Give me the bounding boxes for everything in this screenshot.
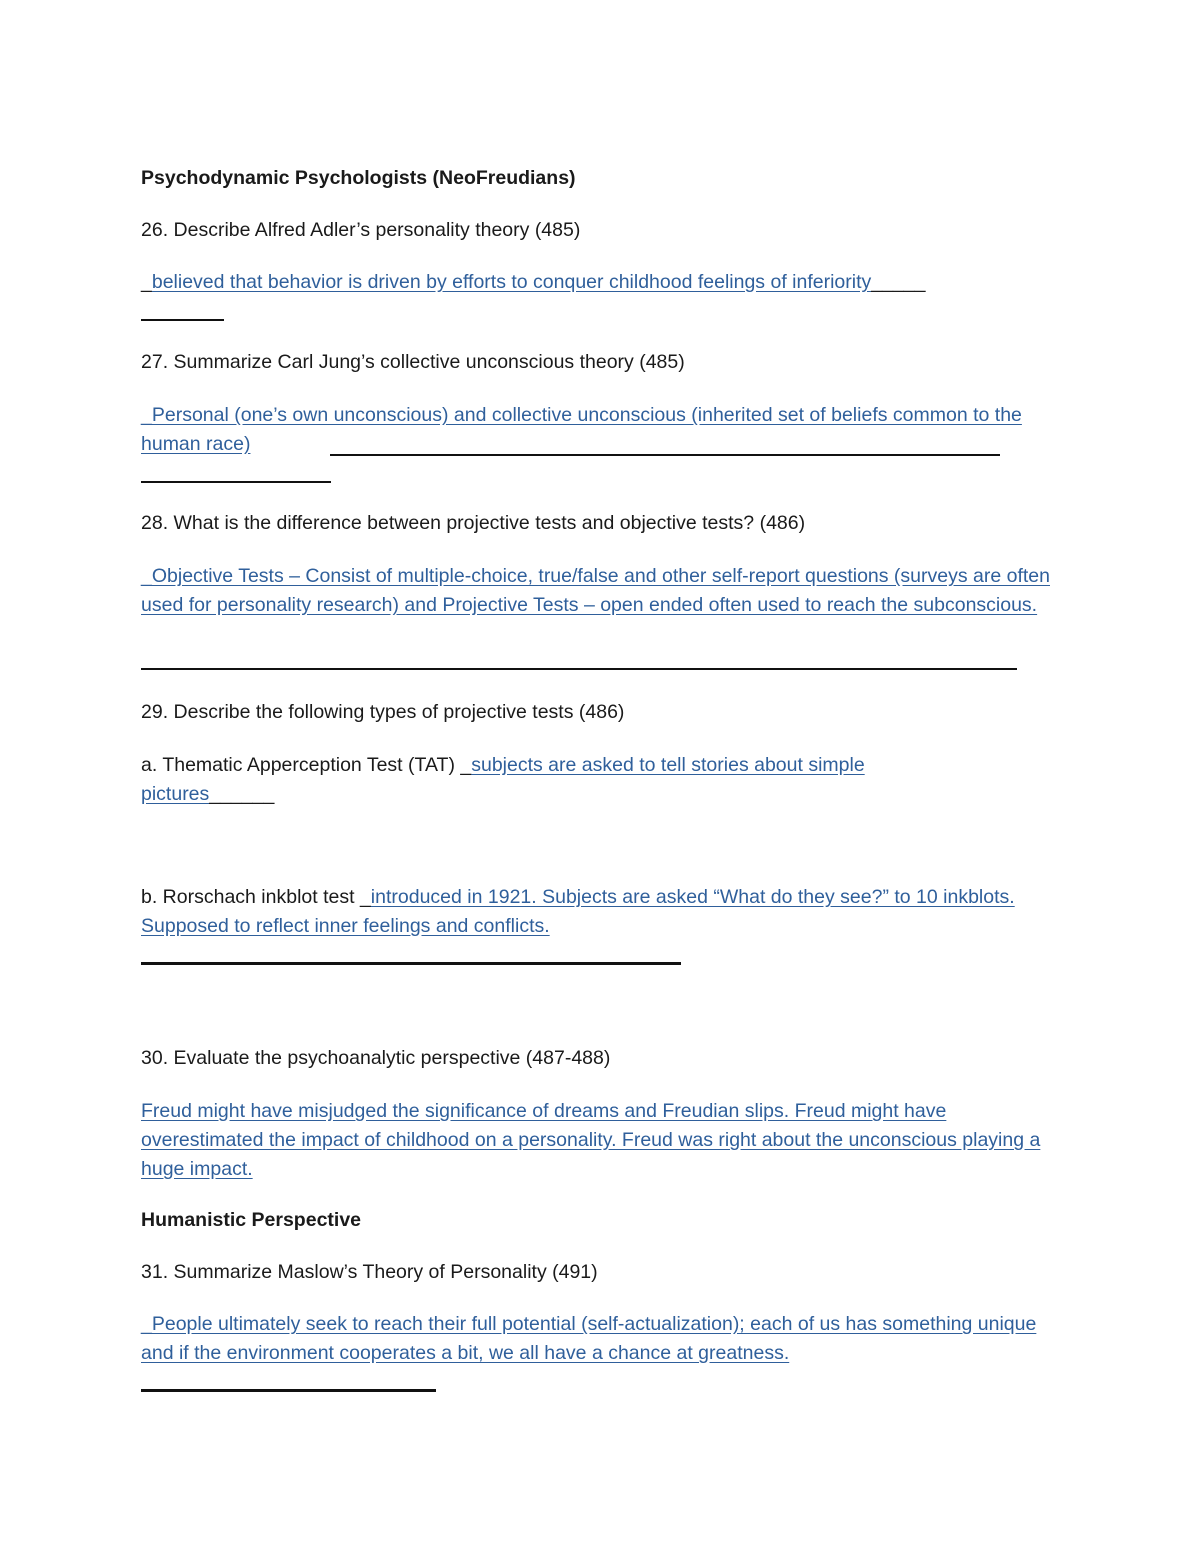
answer-26	[141, 268, 1061, 297]
answer-31	[141, 1310, 1041, 1368]
answer-26-blank-line	[141, 319, 224, 321]
answer-28	[141, 562, 1059, 620]
answer-30	[141, 1097, 1051, 1184]
question-29a-label: a. Thematic Apperception Test (TAT)	[141, 754, 461, 776]
answer-29b-blank-line	[141, 962, 681, 965]
question-27: 27. Summarize Carl Jung’s collective unconscious theory (485)	[141, 351, 685, 373]
question-30: 30. Evaluate the psychoanalytic perspective (487-488)	[141, 1047, 611, 1069]
answer-29a-text: subjects are asked to tell stories about simple pictures	[141, 754, 865, 805]
section-heading-humanistic: Humanistic Perspective	[141, 1209, 362, 1231]
question-29b	[141, 883, 1046, 941]
question-31: 31. Summarize Maslow’s Theory of Personality (491)	[141, 1261, 598, 1283]
answer-27-text: _Personal (one’s own unconscious) and collective unconscious (inherited set of beliefs common to the human race)	[141, 404, 1022, 455]
answer-27-tail-line	[330, 454, 1000, 456]
answer-31-blank-line	[141, 1389, 436, 1392]
answer-30-text: Freud might have misjudged the significance of dreams and Freudian slips. Freud might have overestimated the impact of childhood on a personality. Freud was right about the unconscious playing a huge impact.	[141, 1100, 1041, 1180]
answer-27	[141, 401, 1056, 459]
answer-26-lead: _	[141, 271, 152, 293]
question-29a	[141, 751, 961, 809]
answer-27-blank-line	[141, 481, 331, 483]
answer-26-text: believed that behavior is driven by efforts to conquer childhood feelings of inferiority	[151, 271, 872, 293]
question-26: 26. Describe Alfred Adler’s personality theory (485)	[141, 219, 581, 241]
section-heading-psychodynamic: Psychodynamic Psychologists (NeoFreudians)	[141, 167, 576, 189]
answer-28-blank-line	[141, 668, 1017, 670]
question-29b-label: b. Rorschach inkblot test	[141, 886, 360, 908]
answer-29a-lead: _	[460, 754, 472, 776]
answer-29a-tail: ______	[209, 783, 275, 805]
answer-28-text: _Objective Tests – Consist of multiple-choice, true/false and other self-report questions (surveys are often used for personality research) and Projective Tests – open ended often used to reach the subconscious.	[141, 565, 1050, 616]
answer-29b-lead: _	[359, 886, 371, 908]
answer-26-tail: _____	[871, 271, 926, 293]
question-29: 29. Describe the following types of projective tests (486)	[141, 701, 625, 723]
question-28: 28. What is the difference between projective tests and objective tests? (486)	[141, 512, 806, 534]
answer-29b-text: introduced in 1921. Subjects are asked “What do they see?” to 10 inkblots. Supposed to reflect inner feelings and conflicts.	[141, 886, 1015, 937]
answer-31-text: _People ultimately seek to reach their full potential (self-actualization); each of us has something unique and if the environment cooperates a bit, we all have a chance at greatness.	[141, 1313, 1037, 1364]
